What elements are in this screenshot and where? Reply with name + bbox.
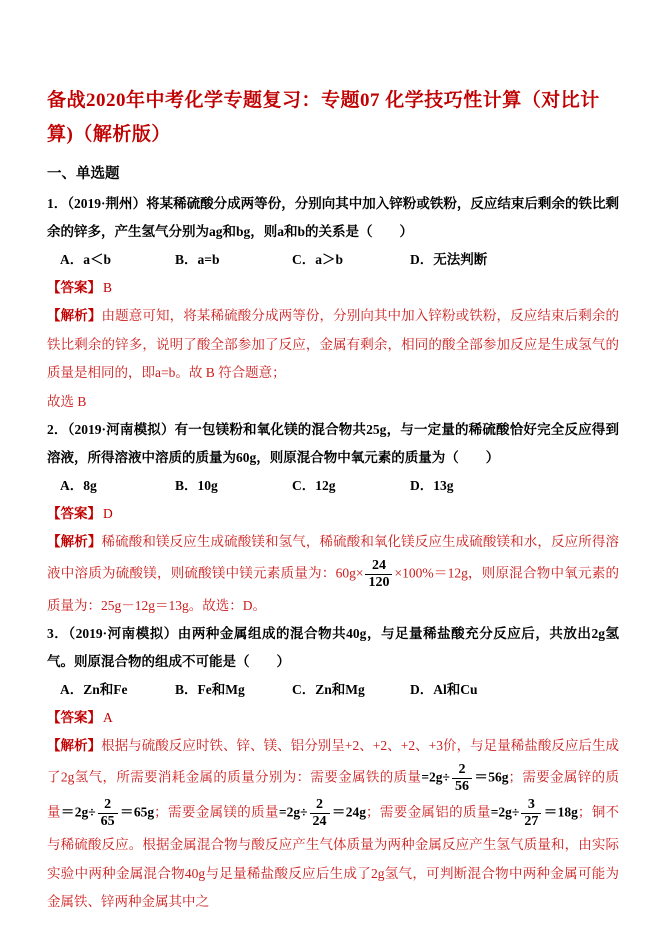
- question-stem: 3．（2019·河南模拟）由两种金属组成的混合物共40g，与足量稀盐酸充分反应后，共放出2g氢气。则原混合物的组成不可能是（ ）: [47, 626, 619, 670]
- math-expression: =2g÷: [421, 769, 450, 785]
- option-b: B．Fe和Mg: [175, 682, 245, 698]
- math-expression: ＝24g: [331, 804, 366, 820]
- fraction-numerator: 2: [104, 796, 112, 812]
- option-a: A．a＜b: [60, 252, 112, 267]
- answer-label: 【答案】: [47, 280, 101, 295]
- document-title: 备战2020年中考化学专题复习：专题07 化学技巧性计算（对比计算)（解析版）: [47, 90, 600, 145]
- answer-line: [47, 274, 619, 302]
- math-expression: =2g÷: [490, 804, 520, 820]
- math-expression: ＝56g: [473, 769, 509, 785]
- fraction-numerator: 24: [371, 557, 386, 573]
- options-row: [47, 472, 619, 500]
- answer-value: D: [103, 506, 113, 521]
- options-row: [47, 246, 619, 274]
- question-stem: 2．（2019·河南模拟）有一包镁粉和氧化镁的混合物共25g，与一定量的稀硫酸恰好完全反应得到溶液，所得溶液中溶质的质量为60g，则原混合物中氧元素的质量为（ ）: [47, 422, 619, 465]
- fraction: [98, 797, 118, 830]
- analysis-text: ；需要金属铝的质量: [365, 804, 491, 820]
- analysis-text: ×100%＝12g，则原混合物中氧元素的质量为：25g－12g＝13g。故选：D。: [47, 565, 619, 613]
- answer-line: [47, 704, 619, 732]
- analysis-paragraph: [47, 388, 619, 417]
- fraction-denominator: 120: [365, 574, 392, 591]
- analysis-text: ；需要金属镁的质量: [154, 804, 279, 820]
- math-expression: ＝2g÷: [60, 804, 96, 820]
- analysis-paragraph: [47, 732, 619, 916]
- fraction-numerator: 2: [458, 761, 466, 777]
- question-block-3: [47, 620, 619, 916]
- fraction-denominator: 65: [98, 813, 118, 830]
- math-expression: ＝18g: [543, 804, 578, 820]
- option-d: D．无法判断: [410, 252, 488, 267]
- option-a: A．8g: [60, 478, 97, 493]
- option-a: A．Zn和Fe: [60, 682, 128, 698]
- analysis-label: 【解析】: [47, 308, 102, 323]
- analysis-text: 故选 B: [47, 393, 87, 409]
- analysis-text: 稀硫酸和镁反应生成硫酸镁和氢气，稀硫酸和氧化镁反应生成硫酸镁和水，反应所得溶液中溶质为硫酸镁，则硫酸镁中镁元素质量为：60g×: [47, 534, 620, 581]
- answer-value: B: [103, 280, 113, 295]
- option-d: D．Al和Cu: [410, 682, 478, 698]
- answer-line: [47, 500, 619, 528]
- analysis-paragraph: [47, 302, 619, 388]
- analysis-label: 【解析】: [47, 738, 102, 754]
- option-c: C．a＞b: [292, 252, 344, 267]
- analysis-text: ；铜不与稀硫酸反应。根据金属混合物与酸反应产生气体质量为两种金属反应产生氢气质量和，由实际实验中两种金属混合物40g与足量稀盐酸反应后生成了2g氢气，可判断混合物中两种金属可能为金属铁、锌两种金属其中之: [47, 804, 620, 910]
- analysis-label: 【解析】: [47, 534, 102, 549]
- answer-value: A: [103, 710, 113, 726]
- question-list: [47, 190, 619, 917]
- fraction: [452, 762, 472, 795]
- math-expression: =2g÷: [278, 804, 308, 820]
- option-c: C．12g: [292, 478, 336, 493]
- question-block-1: [47, 190, 619, 416]
- analysis-paragraph: [47, 528, 619, 620]
- answer-label: 【答案】: [47, 506, 101, 521]
- answer-label: 【答案】: [47, 710, 101, 726]
- option-c: C．Zn和Mg: [292, 682, 365, 698]
- analysis-text: ；需要金属锌的质量: [47, 769, 620, 820]
- analysis-text: 根据与硫酸反应时铁、锌、镁、铝分别呈+2、+2、+2、+3价，与足量稀盐酸反应后生成了2g氢气，所需要消耗金属的质量分别为：需要金属铁的质量: [47, 738, 620, 785]
- option-b: B．10g: [175, 478, 218, 493]
- fraction: [521, 797, 541, 830]
- fraction-numerator: 2: [316, 796, 323, 812]
- fraction-denominator: 27: [521, 813, 541, 830]
- options-row: [47, 676, 619, 704]
- fraction-numerator: 3: [527, 796, 535, 812]
- section-heading: 一、单选题: [47, 166, 120, 182]
- fraction: [365, 558, 392, 591]
- fraction: [310, 797, 330, 830]
- fraction-denominator: 24: [310, 813, 330, 830]
- option-d: D．13g: [410, 478, 454, 493]
- math-expression: ＝65g: [119, 804, 155, 820]
- option-b: B．a=b: [175, 252, 220, 267]
- question-block-2: [47, 416, 619, 620]
- question-stem: 1．（2019·荆州）将某稀硫酸分成两等份，分别向其中加入锌粉或铁粉，反应结束后剩余的铁比剩余的锌多，产生氢气分别为ag和bg，则a和b的关系是（ ）: [47, 196, 619, 239]
- fraction-denominator: 56: [452, 778, 472, 795]
- analysis-text: 由题意可知，将某稀硫酸分成两等份，分别向其中加入锌粉或铁粉，反应结束后剩余的铁比剩余的锌多，说明了酸全部参加了反应，金属有剩余，相同的酸全部参加反应是生成氢气的质量是相同的，即a=b。故 B 符合题意；: [47, 308, 620, 380]
